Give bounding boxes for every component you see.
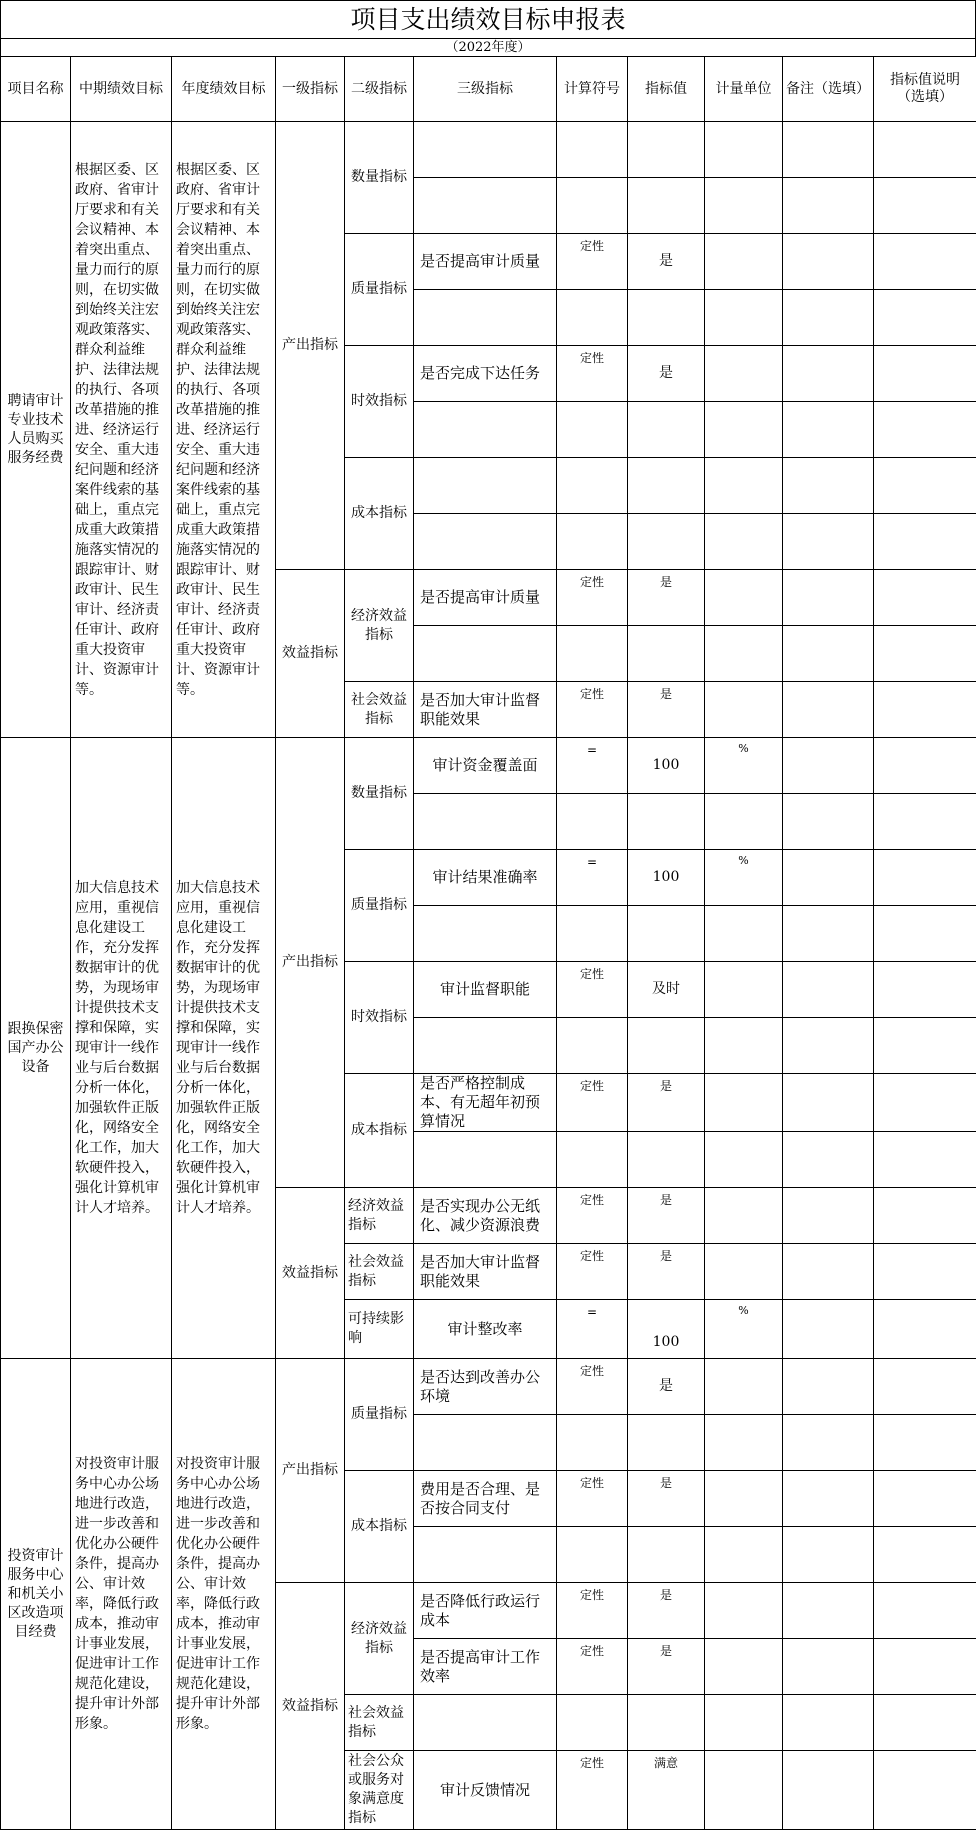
level3-indicator: 审计反馈情况 [414, 1751, 557, 1830]
calc-symbol: 定性 [557, 1471, 628, 1527]
remark-cell [783, 122, 874, 178]
header-cell: 指标值 [628, 57, 705, 122]
calc-symbol: 定性 [557, 1751, 628, 1830]
indicator-value [628, 402, 705, 458]
unit [705, 122, 783, 178]
indicator-value [628, 626, 705, 682]
level3-indicator [414, 1132, 557, 1188]
unit: % [705, 1300, 783, 1359]
project-name: 聘请审计专业技术人员购买服务经费 [1, 122, 71, 738]
calc-symbol: 定性 [557, 1583, 628, 1639]
note-cell [874, 1244, 976, 1300]
calc-symbol [557, 794, 628, 850]
level2-indicator: 成本指标 [345, 1471, 414, 1583]
level1-indicator: 效益指标 [276, 570, 345, 738]
level3-indicator [414, 402, 557, 458]
header-cell: 三级指标 [414, 57, 557, 122]
level3-indicator [414, 626, 557, 682]
calc-symbol [557, 458, 628, 514]
note-cell [874, 794, 976, 850]
note-cell [874, 626, 976, 682]
indicator-value: 满意 [628, 1751, 705, 1830]
level2-indicator: 数量指标 [345, 738, 414, 850]
mid-term-goal: 对投资审计服务中心办公场地进行改造，进一步改善和优化办公硬件条件，提高办公、审计效率，降低行政成本，推动审计事业发展，促进审计工作规范化建设，提升审计外部形象。 [71, 1359, 172, 1830]
remark-cell [783, 1244, 874, 1300]
level3-indicator: 费用是否合理、是否按合同支付 [414, 1471, 557, 1527]
indicator-value: 是 [628, 346, 705, 402]
annual-goal: 加大信息技术应用，重视信息化建设工作，充分发挥数据审计的优势，为现场审计提供技术支撑和保障，实现审计一线作业与后台数据分析一体化，加强软件正版化，网络安全化工作，加大软硬件投入，强化计算机审计人才培养。 [172, 738, 276, 1359]
unit [705, 1471, 783, 1527]
indicator-value [628, 290, 705, 346]
level3-indicator: 是否提高审计工作效率 [414, 1639, 557, 1695]
remark-cell [783, 1471, 874, 1527]
level3-indicator [414, 514, 557, 570]
calc-symbol [557, 122, 628, 178]
calc-symbol: 定性 [557, 1639, 628, 1695]
calc-symbol [557, 626, 628, 682]
remark-cell [783, 1751, 874, 1830]
remark-cell [783, 570, 874, 626]
note-cell [874, 1751, 976, 1830]
level2-indicator: 时效指标 [345, 962, 414, 1074]
indicator-value [628, 1018, 705, 1074]
indicator-value: 100 [628, 1300, 705, 1359]
note-cell [874, 514, 976, 570]
level2-indicator: 经济效益指标 [345, 1583, 414, 1695]
unit [705, 1132, 783, 1188]
calc-symbol [557, 906, 628, 962]
note-cell [874, 1415, 976, 1471]
remark-cell [783, 794, 874, 850]
page-title: 项目支出绩效目标申报表 [0, 0, 976, 38]
indicator-value: 是 [628, 682, 705, 738]
level2-indicator: 社会效益指标 [345, 682, 414, 738]
indicator-value: 是 [628, 234, 705, 290]
remark-cell [783, 514, 874, 570]
project-name: 跟换保密国产办公设备 [1, 738, 71, 1359]
remark-cell [783, 178, 874, 234]
level2-indicator: 社会效益指标 [345, 1244, 414, 1300]
note-cell [874, 850, 976, 906]
level3-indicator [414, 122, 557, 178]
header-cell: 计量单位 [705, 57, 783, 122]
remark-cell [783, 1018, 874, 1074]
unit [705, 234, 783, 290]
remark-cell [783, 962, 874, 1018]
remark-cell [783, 906, 874, 962]
unit [705, 1639, 783, 1695]
calc-symbol: 定性 [557, 1074, 628, 1132]
level3-indicator [414, 906, 557, 962]
indicator-value: 是 [628, 1074, 705, 1132]
level3-indicator: 是否达到改善办公环境 [414, 1359, 557, 1415]
level3-indicator: 审计资金覆盖面 [414, 738, 557, 794]
indicator-value [628, 514, 705, 570]
header-row [1, 57, 976, 122]
calc-symbol: 定性 [557, 570, 628, 626]
level2-indicator: 成本指标 [345, 458, 414, 570]
header-cell: 项目名称 [1, 57, 71, 122]
unit [705, 346, 783, 402]
level2-indicator: 经济效益指标 [345, 570, 414, 682]
note-cell [874, 234, 976, 290]
calc-symbol: 定性 [557, 1188, 628, 1244]
level3-indicator: 审计监督职能 [414, 962, 557, 1018]
level3-indicator: 是否加大审计监督职能效果 [414, 682, 557, 738]
indicator-value: 是 [628, 1639, 705, 1695]
indicator-value: 及时 [628, 962, 705, 1018]
project-name: 投资审计服务中心和机关小区改造项目经费 [1, 1359, 71, 1830]
note-cell [874, 738, 976, 794]
indicator-value: 100 [628, 738, 705, 794]
remark-cell [783, 1695, 874, 1751]
remark-cell [783, 1527, 874, 1583]
level2-indicator: 质量指标 [345, 850, 414, 962]
unit [705, 906, 783, 962]
year-label: （2022年度） [0, 38, 976, 56]
unit [705, 682, 783, 738]
note-cell [874, 570, 976, 626]
calc-symbol: 定性 [557, 682, 628, 738]
indicator-value [628, 906, 705, 962]
calc-symbol: = [557, 738, 628, 794]
note-cell [874, 1018, 976, 1074]
remark-cell [783, 850, 874, 906]
remark-cell [783, 402, 874, 458]
annual-goal: 对投资审计服务中心办公场地进行改造，进一步改善和优化办公硬件条件，提高办公、审计效率，降低行政成本，推动审计事业发展，促进审计工作规范化建设，提升审计外部形象。 [172, 1359, 276, 1830]
table-row [1, 122, 976, 178]
note-cell [874, 122, 976, 178]
note-cell [874, 346, 976, 402]
indicator-value: 是 [628, 1359, 705, 1415]
unit [705, 1018, 783, 1074]
note-cell [874, 1695, 976, 1751]
level3-indicator [414, 178, 557, 234]
remark-cell [783, 458, 874, 514]
calc-symbol: 定性 [557, 346, 628, 402]
note-cell [874, 290, 976, 346]
remark-cell [783, 626, 874, 682]
note-cell [874, 1527, 976, 1583]
calc-symbol [557, 290, 628, 346]
remark-cell [783, 1300, 874, 1359]
level2-indicator: 质量指标 [345, 1359, 414, 1471]
level2-indicator: 可持续影响 [345, 1300, 414, 1359]
level3-indicator [414, 458, 557, 514]
indicator-value [628, 1695, 705, 1751]
unit [705, 458, 783, 514]
unit: % [705, 850, 783, 906]
calc-symbol [557, 402, 628, 458]
remark-cell [783, 738, 874, 794]
indicator-value: 100 [628, 850, 705, 906]
calc-symbol [557, 1132, 628, 1188]
note-cell [874, 1074, 976, 1132]
performance-table [0, 56, 976, 1830]
calc-symbol: 定性 [557, 1359, 628, 1415]
note-cell [874, 1300, 976, 1359]
indicator-value: 是 [628, 1471, 705, 1527]
indicator-value: 是 [628, 1244, 705, 1300]
unit [705, 514, 783, 570]
note-cell [874, 458, 976, 514]
remark-cell [783, 234, 874, 290]
level3-indicator: 是否提高审计质量 [414, 570, 557, 626]
remark-cell [783, 1074, 874, 1132]
table-row [1, 1359, 976, 1415]
unit [705, 570, 783, 626]
level2-indicator: 数量指标 [345, 122, 414, 234]
header-cell: 一级指标 [276, 57, 345, 122]
unit [705, 1359, 783, 1415]
unit [705, 1583, 783, 1639]
unit [705, 1415, 783, 1471]
level3-indicator: 是否提高审计质量 [414, 234, 557, 290]
level3-indicator: 是否完成下达任务 [414, 346, 557, 402]
note-cell [874, 1188, 976, 1244]
remark-cell [783, 1415, 874, 1471]
note-cell [874, 962, 976, 1018]
indicator-value [628, 794, 705, 850]
level2-indicator: 时效指标 [345, 346, 414, 458]
unit [705, 1695, 783, 1751]
calc-symbol: = [557, 1300, 628, 1359]
level2-indicator: 社会公众或服务对象满意度指标 [345, 1751, 414, 1830]
header-cell: 备注（选填） [783, 57, 874, 122]
level3-indicator [414, 290, 557, 346]
note-cell [874, 1471, 976, 1527]
header-cell: 年度绩效目标 [172, 57, 276, 122]
indicator-value [628, 1415, 705, 1471]
level2-indicator: 质量指标 [345, 234, 414, 346]
level3-indicator: 审计整改率 [414, 1300, 557, 1359]
unit [705, 1527, 783, 1583]
unit [705, 1751, 783, 1830]
level1-indicator: 产出指标 [276, 1359, 345, 1583]
note-cell [874, 906, 976, 962]
level2-indicator: 社会效益指标 [345, 1695, 414, 1751]
header-cell: 中期绩效目标 [71, 57, 172, 122]
level1-indicator: 产出指标 [276, 122, 345, 570]
note-cell [874, 1359, 976, 1415]
unit [705, 1188, 783, 1244]
header-cell: 指标值说明（选填） [874, 57, 976, 122]
remark-cell [783, 682, 874, 738]
indicator-value [628, 122, 705, 178]
unit [705, 626, 783, 682]
level3-indicator: 是否严格控制成本、有无超年初预算情况 [414, 1074, 557, 1132]
calc-symbol [557, 178, 628, 234]
calc-symbol: 定性 [557, 234, 628, 290]
remark-cell [783, 1583, 874, 1639]
unit [705, 1244, 783, 1300]
level3-indicator [414, 1695, 557, 1751]
unit [705, 1074, 783, 1132]
level3-indicator: 是否降低行政运行成本 [414, 1583, 557, 1639]
header-cell: 计算符号 [557, 57, 628, 122]
indicator-value [628, 1527, 705, 1583]
level3-indicator [414, 1018, 557, 1074]
unit [705, 794, 783, 850]
indicator-value [628, 458, 705, 514]
indicator-value [628, 1132, 705, 1188]
remark-cell [783, 290, 874, 346]
note-cell [874, 682, 976, 738]
calc-symbol: 定性 [557, 962, 628, 1018]
indicator-value: 是 [628, 570, 705, 626]
level3-indicator [414, 1415, 557, 1471]
note-cell [874, 1583, 976, 1639]
level2-indicator: 经济效益指标 [345, 1188, 414, 1244]
unit [705, 962, 783, 1018]
note-cell [874, 178, 976, 234]
mid-term-goal: 加大信息技术应用，重视信息化建设工作，充分发挥数据审计的优势，为现场审计提供技术支撑和保障，实现审计一线作业与后台数据分析一体化，加强软件正版化，网络安全化工作，加大软硬件投入，强化计算机审计人才培养。 [71, 738, 172, 1359]
header-cell: 二级指标 [345, 57, 414, 122]
level1-indicator: 效益指标 [276, 1188, 345, 1359]
indicator-value: 是 [628, 1583, 705, 1639]
note-cell [874, 1639, 976, 1695]
table-row [1, 738, 976, 794]
calc-symbol [557, 514, 628, 570]
level2-indicator: 成本指标 [345, 1074, 414, 1188]
calc-symbol: 定性 [557, 1244, 628, 1300]
remark-cell [783, 1359, 874, 1415]
level3-indicator: 是否实现办公无纸化、减少资源浪费 [414, 1188, 557, 1244]
calc-symbol [557, 1415, 628, 1471]
calc-symbol: = [557, 850, 628, 906]
level3-indicator: 是否加大审计监督职能效果 [414, 1244, 557, 1300]
unit [705, 402, 783, 458]
indicator-value [628, 178, 705, 234]
calc-symbol [557, 1695, 628, 1751]
remark-cell [783, 1132, 874, 1188]
indicator-value: 是 [628, 1188, 705, 1244]
remark-cell [783, 1639, 874, 1695]
level1-indicator: 产出指标 [276, 738, 345, 1188]
remark-cell [783, 1188, 874, 1244]
level1-indicator: 效益指标 [276, 1583, 345, 1830]
note-cell [874, 1132, 976, 1188]
remark-cell [783, 346, 874, 402]
level3-indicator [414, 794, 557, 850]
annual-goal: 根据区委、区政府、省审计厅要求和有关会议精神、本着突出重点、量力而行的原则，在切实做到始终关注宏观政策落实、群众利益维护、法律法规的执行、各项改革措施的推进、经济运行安全、重大违纪问题和经济案件线索的基础上，重点完成重大政策措施落实情况的跟踪审计、财政审计、民生审计、经济责任审计、政府重大投资审计、资源审计等。 [172, 122, 276, 738]
calc-symbol [557, 1018, 628, 1074]
unit: % [705, 738, 783, 794]
note-cell [874, 402, 976, 458]
level3-indicator: 审计结果准确率 [414, 850, 557, 906]
unit [705, 290, 783, 346]
calc-symbol [557, 1527, 628, 1583]
level3-indicator [414, 1527, 557, 1583]
mid-term-goal: 根据区委、区政府、省审计厅要求和有关会议精神、本着突出重点、量力而行的原则，在切实做到始终关注宏观政策落实、群众利益维护、法律法规的执行、各项改革措施的推进、经济运行安全、重大违纪问题和经济案件线索的基础上，重点完成重大政策措施落实情况的跟踪审计、财政审计、民生审计、经济责任审计、政府重大投资审计、资源审计等。 [71, 122, 172, 738]
unit [705, 178, 783, 234]
